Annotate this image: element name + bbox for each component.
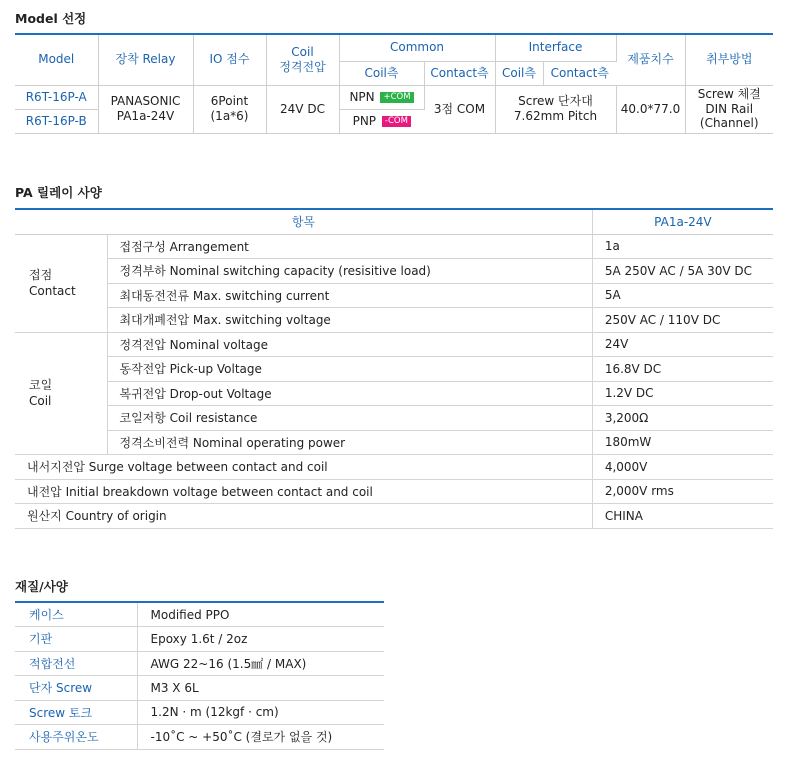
coil-row-value: 16.8V DC <box>592 357 773 382</box>
io-value: 6Point (1a*6) <box>193 85 266 133</box>
header-common-coil: Coil측 <box>339 61 424 85</box>
other-row-label: 원산지 Country of origin <box>15 504 592 529</box>
contact-row-label: 최대동전전류 Max. switching current <box>107 283 592 308</box>
mount-value: Screw 체결 DIN Rail (Channel) <box>685 85 773 133</box>
header-coil: Coil 정격전압 <box>266 34 339 85</box>
other-row-label: 내서지전압 Surge voltage between contact and coil <box>15 455 592 480</box>
npn-cell <box>339 85 424 109</box>
header-io: IO 점수 <box>193 34 266 85</box>
material-value: -10˚C ~ +50˚C (결로가 없을 것) <box>137 725 384 750</box>
material-label: 케이스 <box>15 602 137 627</box>
header-size: 제품치수 <box>616 34 685 85</box>
model-table <box>15 33 773 134</box>
material-label: 사용주위온도 <box>15 725 137 750</box>
coil-row-value: 1.2V DC <box>592 381 773 406</box>
pnp-badge: -COM <box>382 116 411 127</box>
model-link-a[interactable]: R6T-16P-A <box>15 85 98 109</box>
contact-row-value: 5A 250V AC / 5A 30V DC <box>592 259 773 284</box>
material-label: 기판 <box>15 627 137 652</box>
relay-value: PANASONIC PA1a-24V <box>98 85 193 133</box>
header-common-contact: Contact측 <box>424 61 495 85</box>
material-section-title: 재질/사양 <box>15 579 68 594</box>
other-row-value: CHINA <box>592 504 773 529</box>
header-relay: 장착 Relay <box>98 34 193 85</box>
coil-row-label: 복귀전압 Drop-out Voltage <box>107 381 592 406</box>
header-interface-contact: Contact측 <box>543 61 616 85</box>
coil-row-label: 동작전압 Pick-up Voltage <box>107 357 592 382</box>
coil-row-label: 코일저항 Coil resistance <box>107 406 592 431</box>
material-label: Screw 토크 <box>15 700 137 725</box>
header-interface-coil: Coil측 <box>495 61 543 85</box>
coil-group-label: 코일 Coil <box>15 332 107 455</box>
material-value: Epoxy 1.6t / 2oz <box>137 627 384 652</box>
coil-row-label: 정격전압 Nominal voltage <box>107 332 592 357</box>
coil-voltage-value: 24V DC <box>266 85 339 133</box>
contact-row-label: 접점구성 Arrangement <box>107 234 592 259</box>
other-row-label: 내전압 Initial breakdown voltage between contact and coil <box>15 479 592 504</box>
other-row-value: 4,000V <box>592 455 773 480</box>
coil-row-label: 정격소비전력 Nominal operating power <box>107 430 592 455</box>
header-model: Model <box>15 34 98 85</box>
material-label: 적합전선 <box>15 651 137 676</box>
contact-common-value: 3점 COM <box>424 85 495 133</box>
pnp-label: PNP <box>352 113 377 128</box>
size-value: 40.0*77.0 <box>616 85 685 133</box>
coil-row-value: 180mW <box>592 430 773 455</box>
contact-row-label: 최대개폐전압 Max. switching voltage <box>107 308 592 333</box>
pa-section-title: PA 릴레이 사양 <box>15 185 102 200</box>
contact-group-label: 접점 Contact <box>15 234 107 332</box>
contact-row-label: 정격부하 Nominal switching capacity (resisitive load) <box>107 259 592 284</box>
contact-row-value: 5A <box>592 283 773 308</box>
npn-badge: +COM <box>380 92 413 103</box>
pa-header-item: 항목 <box>15 209 592 234</box>
header-interface: Interface <box>495 34 616 61</box>
other-row-value: 2,000V rms <box>592 479 773 504</box>
npn-label: NPN <box>349 89 375 104</box>
header-common: Common <box>339 34 495 61</box>
pa-spec-table <box>15 208 773 529</box>
contact-row-value: 1a <box>592 234 773 259</box>
material-value: Modified PPO <box>137 602 384 627</box>
pnp-cell <box>339 109 424 133</box>
interface-value: Screw 단자대 7.62mm Pitch <box>495 85 616 133</box>
coil-row-value: 24V <box>592 332 773 357</box>
material-table <box>15 601 384 750</box>
header-mount: 취부방법 <box>685 34 773 85</box>
model-link-b[interactable]: R6T-16P-B <box>15 109 98 133</box>
material-value: AWG 22~16 (1.5㎟ / MAX) <box>137 651 384 676</box>
contact-row-value: 250V AC / 110V DC <box>592 308 773 333</box>
material-value: M3 X 6L <box>137 676 384 701</box>
material-label: 단자 Screw <box>15 676 137 701</box>
model-section-title: Model 선정 <box>15 11 87 26</box>
material-value: 1.2N · m (12kgf · cm) <box>137 700 384 725</box>
coil-row-value: 3,200Ω <box>592 406 773 431</box>
pa-header-value: PA1a-24V <box>592 209 773 234</box>
